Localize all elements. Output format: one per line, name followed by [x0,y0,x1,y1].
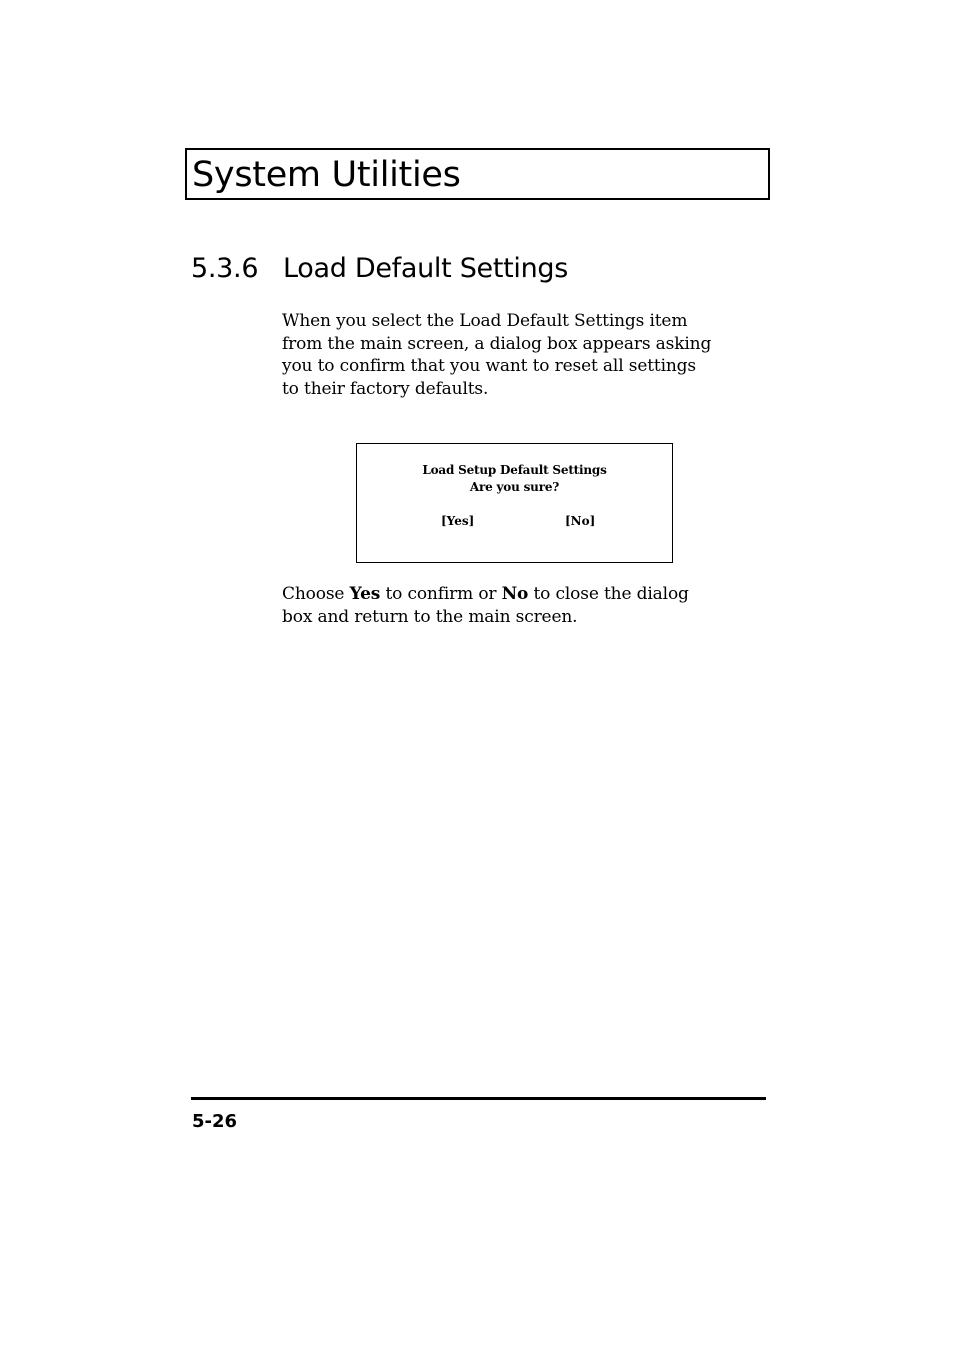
chapter-header-box [185,148,770,200]
section-title: Load Default Settings [283,253,569,284]
confirm-dialog-illustration [356,443,673,563]
instruction-text: to confirm or [380,584,502,604]
page-number: 5-26 [192,1111,238,1132]
intro-line: to their factory defaults. [282,379,489,400]
chapter-title: System Utilities [192,155,461,195]
dialog-title: Load Setup Default Settings [422,463,607,477]
dialog-yes-option: [Yes] [441,514,475,528]
intro-line: When you select the Load Default Settings item [282,311,688,331]
section-number: 5.3.6 [191,253,259,284]
footer-rule [191,1097,766,1100]
intro-line: from the main screen, a dialog box appears asking [282,333,712,354]
instruction-paragraph [282,583,752,628]
yes-keyword: Yes [349,584,381,604]
intro-paragraph [282,310,762,401]
intro-line: you to confirm that you want to reset all settings [282,356,696,377]
instruction-line: box and return to the main screen. [282,606,578,627]
dialog-question: Are you sure? [469,480,560,494]
dialog-no-option: [No] [565,514,596,528]
section-heading [191,250,568,288]
instruction-line [282,583,752,606]
instruction-text: to close the dialog [528,584,689,604]
no-keyword: No [501,584,529,604]
instruction-text: Choose [282,584,350,604]
